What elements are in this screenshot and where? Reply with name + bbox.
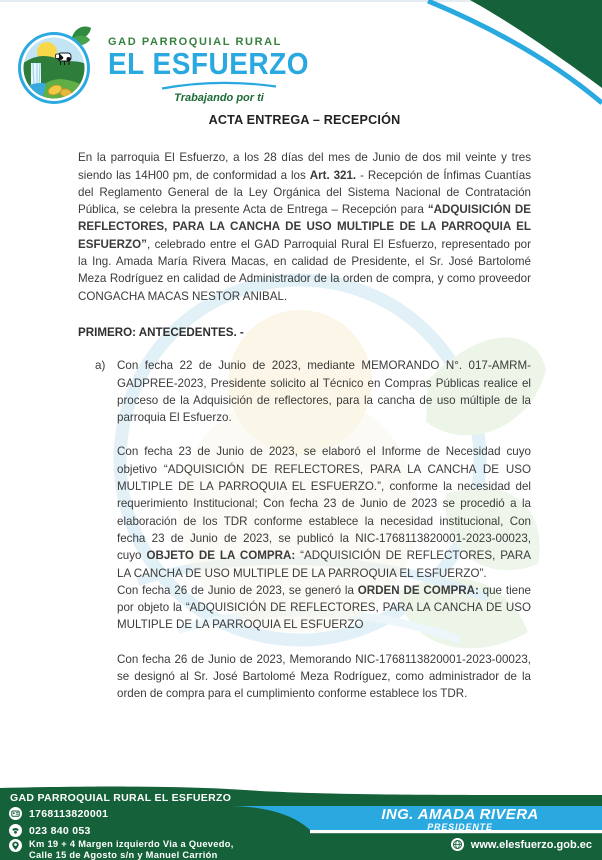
- letterhead: [16, 24, 309, 106]
- footer-ruc-value: 1768113820001: [29, 807, 109, 820]
- item-a-label: a): [95, 359, 106, 373]
- section-heading: PRIMERO: ANTECEDENTES. -: [78, 325, 244, 339]
- footer-phone-row: [9, 824, 91, 837]
- slogan-text: Trabajando por ti: [174, 92, 264, 104]
- document-body: [78, 112, 531, 703]
- org-name-label: EL ESFUERZO: [108, 46, 310, 81]
- phone-icon: [9, 824, 22, 837]
- official-banner: [318, 806, 602, 830]
- intro-paragraph: En la parroquia El Esfuerzo, a los 28 días del mes de Junio de dos mil veinte y tres siendo las 14H00 pm, de conformidad a los Art. 321. - Recepción de Ínfimas Cuantías del Reglamento General de la Ley Orgánica del Sistema Nacional de Contratación Pública, se celebra la presente Acta de Entrega – Recepción para “ADQUISICIÓN DE REFLECTORES, PARA LA CANCHA DE USO MULTIPLE DE LA PARROQUIA EL ESFUERZO”, celebrado entre el GAD Parroquial Rural El Esfuerzo, representado por la Ing. Amada María Rivera Macas, en calidad de Presidente, el Sr. José Bartolomé Meza Rodríguez en calidad de Administrador de la orden de compra, y como proveedor CONGACHA MACAS NESTOR ANIBAL.: [78, 151, 531, 303]
- antecedente-item-a: [78, 357, 531, 702]
- location-pin-icon: [9, 839, 22, 852]
- item-a-paragraph: Con fecha 22 de Junio de 2023, mediante MEMORANDO N°. 017-AMRM-GADPREE-2023, Presidente solicito al Técnico en Compras Públicas realice el proceso de la Adquisición de reflectores, para la cancha de uso múltiple de la parroquia El Esfuerzo.: [117, 359, 531, 425]
- org-type-label: GAD PARROQUIAL RURAL: [108, 36, 282, 48]
- footer-org-name: GAD PARROQUIAL RURAL EL ESFUERZO: [10, 792, 232, 804]
- slogan-block: [160, 81, 278, 106]
- page-footer: [0, 786, 602, 860]
- item-b-paragraph: Con fecha 23 de Junio de 2023, se elaboró el Informe de Necesidad cuyo objetivo “ADQUISICIÓN DE REFLECTORES, PARA LA CANCHA DE USO MULTIPLE DE LA PARROQUIA EL ESFUERZO.”, conforme la necesidad del requerimiento Institucional; Con fecha 23 de Junio de 2023 se procedió a la elaboración de los TDR conforme establece la necesidad institucional, Con fecha 23 de Junio de 2023, se publicó la NIC-1768113820001-2023-00023, cuyo OBJETO DE LA COMPRA: “ADQUISICIÓN DE REFLECTORES, PARA LA CANCHA DE USO MULTIPLE DE LA PARROQUIA EL ESFUERZO”.: [117, 445, 531, 580]
- footer-address-row: [9, 839, 234, 860]
- footer-website-url[interactable]: www.elesfuerzo.gob.ec: [470, 838, 592, 851]
- brand-block: [108, 36, 309, 106]
- id-card-icon: [9, 807, 22, 820]
- swoosh-underline: [160, 81, 278, 90]
- parish-emblem-icon: [16, 24, 96, 106]
- footer-website-row[interactable]: [451, 838, 592, 851]
- item-d-paragraph: Con fecha 26 de Junio de 2023, Memorando NIC-1768113820001-2023-00023, se designó al Sr. José Bartolomé Meza Rodríguez, como administrador de la orden de compra para el cumplimiento conforme establece los TDR.: [117, 652, 531, 701]
- official-title: PRESIDENTE: [427, 822, 493, 832]
- item-c-paragraph: Con fecha 26 de Junio de 2023, se generó la ORDEN DE COMPRA: que tiene por objeto la “ADQUISICIÓN DE REFLECTORES, PARA LA CANCHA DE USO MULTIPLE DE LA PARROQUIA EL ESFUERZO: [117, 583, 531, 632]
- footer-phone-value: 023 840 053: [29, 824, 91, 837]
- official-name: ING. AMADA RIVERA: [381, 806, 539, 823]
- globe-icon: [451, 838, 464, 851]
- footer-address-value: Km 19 + 4 Margen izquierdo Via a Quevedo, Calle 15 de Agosto s/n y Manuel Carrión: [29, 839, 234, 860]
- footer-ruc-row: [9, 807, 108, 820]
- item-a-body: [117, 357, 531, 702]
- document-title: ACTA ENTREGA – RECEPCIÓN: [208, 113, 401, 127]
